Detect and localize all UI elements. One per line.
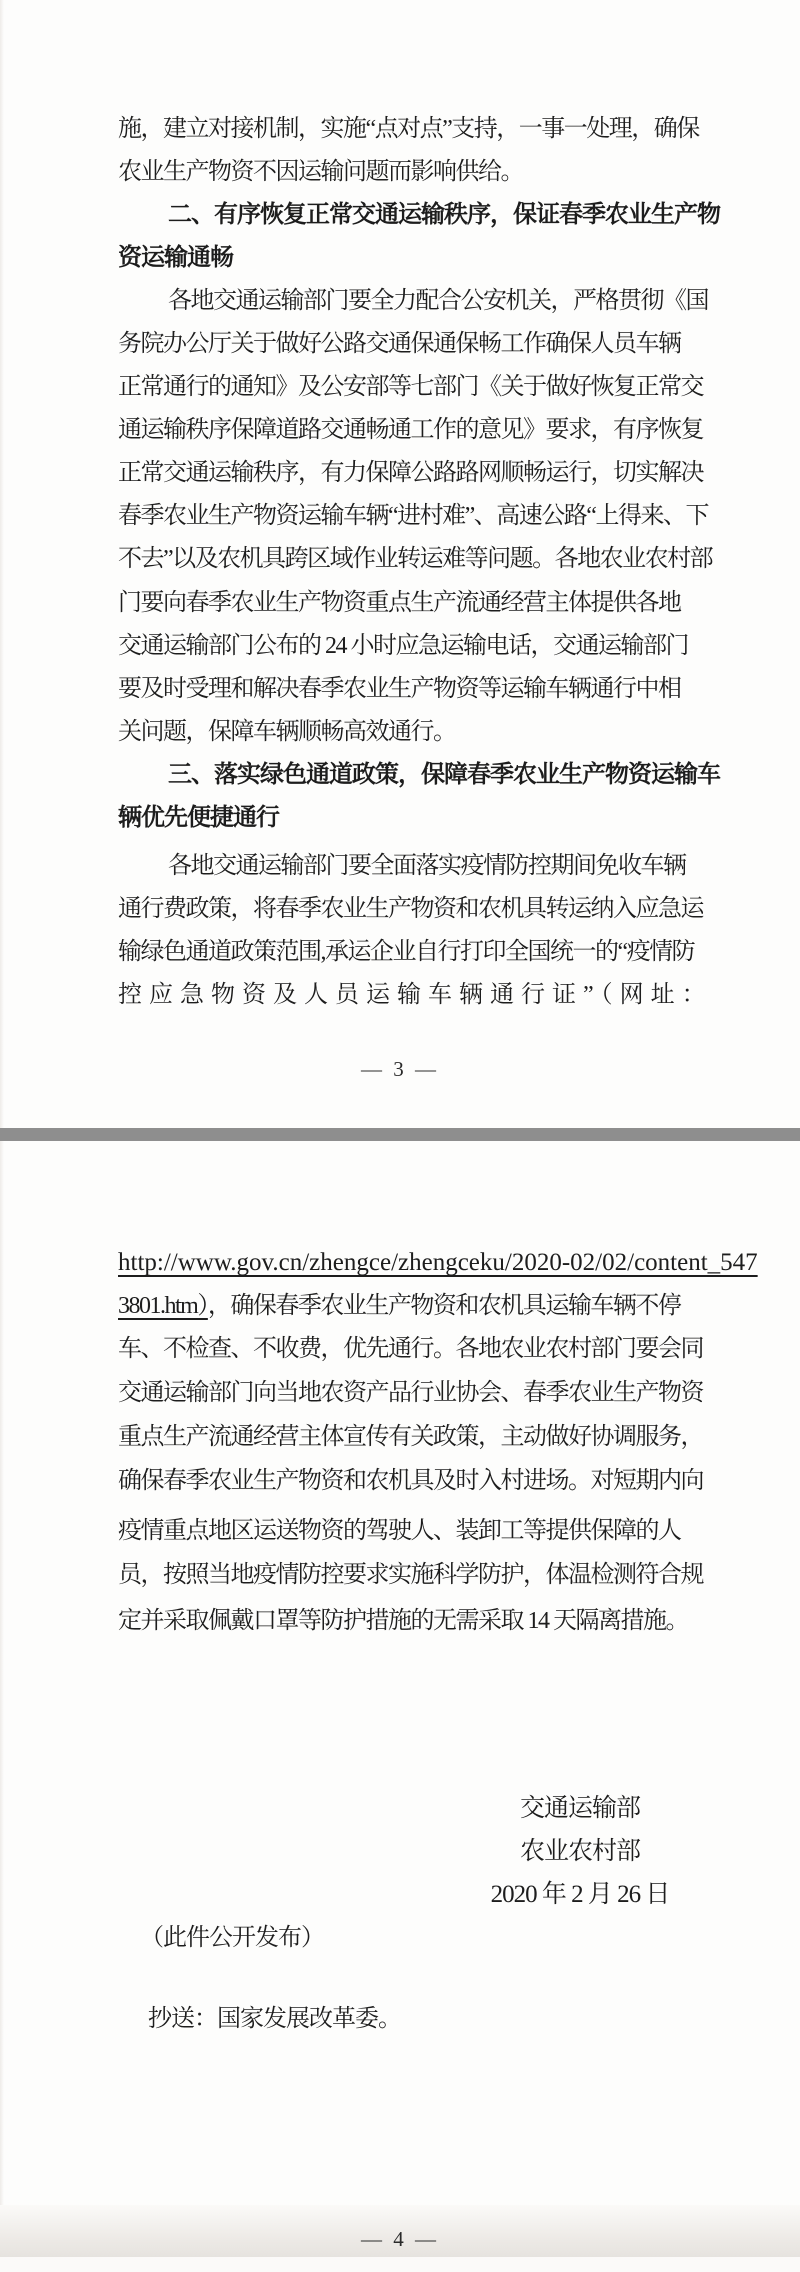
url-line-1: http://www.gov.cn/zhengce/zhengceku/2020-02/02/content_547 bbox=[118, 1249, 758, 1276]
body-line: 车、不检查、不收费，优先通行。各地农业农村部门要会同 bbox=[118, 1336, 703, 1362]
body-line: 不去”以及农机具跨区域作业转运难等问题。各地农业农村部 bbox=[118, 546, 713, 572]
body-line: 重点生产流通经营主体宣传有关政策，主动做好协调服务， bbox=[118, 1424, 703, 1450]
body-line: 确保春季农业生产物资和农机具及时入村进场。对短期内向 bbox=[118, 1468, 703, 1494]
body-line: 通运输秩序保障道路交通畅通工作的意见》要求，有序恢复 bbox=[118, 417, 703, 443]
url-line-2 bbox=[118, 1289, 718, 1323]
body-line: 关问题，保障车辆顺畅高效通行。 bbox=[118, 719, 456, 745]
body-line-justified: 控应急物资及人员运输车辆通行证”（网址： bbox=[118, 982, 713, 1008]
url-line-2-underlined: 3801.htm） bbox=[118, 1293, 208, 1319]
body-line: 务院办公厅关于做好公路交通保通保畅工作确保人员车辆 bbox=[118, 331, 681, 357]
body-line: 交通运输部门向当地农资产品行业协会、春季农业生产物资 bbox=[118, 1380, 703, 1406]
body-line: 输绿色通道政策范围,承运企业自行打印全国统一的“疫情防 bbox=[118, 939, 695, 965]
body-line: 春季农业生产物资运输车辆“进村难”、高速公路“上得来、下 bbox=[118, 503, 708, 529]
signature-issuer-ministry-of-agriculture: 农业农村部 bbox=[519, 1838, 640, 1865]
body-line: 门要向春季农业生产物资重点生产流通经营主体提供各地 bbox=[118, 590, 681, 616]
body-line: 员，按照当地疫情防控要求实施科学防护，体温检测符合规 bbox=[118, 1562, 703, 1588]
url-line-2-rest: ，确保春季农业生产物资和农机具运输车辆不停 bbox=[207, 1293, 681, 1319]
signature-date: 2020 年 2 月 26 日 bbox=[490, 1881, 670, 1908]
body-line: 正常通行的通知》及公安部等七部门《关于做好恢复正常交 bbox=[118, 374, 703, 400]
page-separator-band bbox=[0, 1128, 800, 1141]
body-line: 农业生产物资不因运输问题而影响供给。 bbox=[118, 159, 523, 185]
body-line: 通行费政策，将春季农业生产物资和农机具转运纳入应急运 bbox=[118, 896, 703, 922]
body-line: 正常交通运输秩序，有力保障公路路网顺畅运行，切实解决 bbox=[118, 460, 703, 486]
body-line: 各地交通运输部门要全力配合公安机关，严格贯彻《国 bbox=[168, 288, 708, 314]
page-number-4: — 4 — bbox=[361, 2227, 439, 2251]
body-line: 各地交通运输部门要全面落实疫情防控期间免收车辆 bbox=[168, 853, 686, 879]
section-heading-3: 三、落实绿色通道政策，保障春季农业生产物资运输车 bbox=[168, 761, 720, 788]
section-heading-3-cont: 辆优先便捷通行 bbox=[118, 804, 279, 831]
page-number-3: — 3 — bbox=[361, 1057, 439, 1081]
body-line: 疫情重点地区运送物资的驾驶人、装卸工等提供保障的人 bbox=[118, 1518, 681, 1544]
body-line: 定并采取佩戴口罩等防护措施的无需采取 14 天隔离措施。 bbox=[118, 1608, 688, 1634]
cc-note: 抄送：国家发展改革委。 bbox=[148, 2006, 401, 2032]
public-release-note: （此件公开发布） bbox=[140, 1925, 324, 1951]
body-line: 施，建立对接机制，实施“点对点”支持，一事一处理，确保 bbox=[118, 116, 699, 142]
body-line: 要及时受理和解决春季农业生产物资等运输车辆通行中相 bbox=[118, 676, 681, 702]
section-heading-2: 二、有序恢复正常交通运输秩序，保证春季农业生产物 bbox=[168, 201, 720, 228]
section-heading-2-cont: 资运输通畅 bbox=[118, 244, 233, 271]
body-line: 交通运输部门公布的 24 小时应急运输电话，交通运输部门 bbox=[118, 633, 688, 659]
scan-bottom-edge bbox=[0, 2257, 800, 2272]
signature-issuer-ministry-of-transport: 交通运输部 bbox=[519, 1795, 640, 1822]
